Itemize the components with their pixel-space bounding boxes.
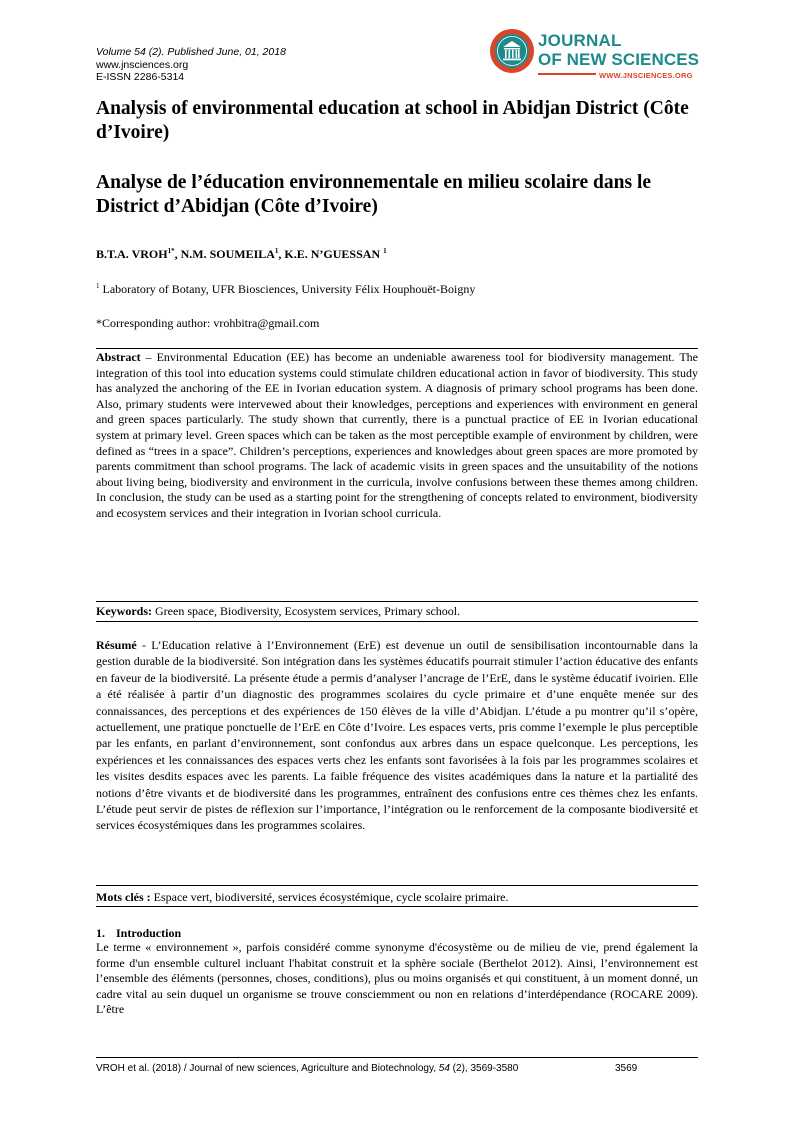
- abstract-label: Abstract: [96, 350, 141, 364]
- section-heading-introduction: [96, 926, 181, 941]
- section-number: 1.: [96, 926, 105, 940]
- logo-underline: [538, 73, 596, 75]
- affiliation-number: 1: [96, 282, 100, 290]
- affiliation-text: Laboratory of Botany, UFR Biosciences, University Félix Houphouët-Boigny: [99, 282, 476, 296]
- resume: [96, 637, 698, 834]
- logo-url: WWW.JNSCIENCES.ORG: [599, 71, 693, 80]
- abstract: [96, 350, 698, 522]
- keywords-bottom-rule: [96, 621, 698, 622]
- keywords-top-rule: [96, 601, 698, 602]
- resume-label: Résumé: [96, 638, 137, 652]
- author-3-affiliation: 1: [383, 247, 387, 255]
- mots-cles-label: Mots clés :: [96, 890, 151, 904]
- volume-info: Volume 54 (2). Published June, 01, 2018: [96, 46, 286, 58]
- mots-cles-bottom-rule: [96, 906, 698, 907]
- footer-volume: 54: [438, 1063, 450, 1074]
- logo-text-new-sciences: OF NEW SCIENCES: [538, 50, 700, 69]
- keywords: [96, 604, 698, 620]
- journal-website[interactable]: www.jnsciences.org: [96, 58, 189, 71]
- journal-seal-icon: [489, 28, 535, 74]
- author-1: B.T.A. VROH: [96, 247, 168, 261]
- footer-citation-start: VROH et al. (2018) / Journal of new sciences, Agriculture and Biotechnology,: [96, 1063, 439, 1074]
- author-2-affiliation: 1: [274, 247, 279, 255]
- introduction-text: Le terme « environnement », parfois considéré comme synonyme d'écosystème ou de milieu de vie, prend également la forme d'un ensemble culturel incluant l'habitat construit et la sphère sociale (Berthelot 2012). Ainsi, l’environnement est l’ensemble des éléments (personnes, choses, conditions), plus ou moins organisés et qui constituent, à un moment donné, un cadre vital au sein duquel un organisme se trouve consciemment ou non en relations d’interdépendance (ROCARE 2009). L’être: [96, 940, 698, 1017]
- mots-cles-text: Espace vert, biodiversité, services écosystémique, cycle scolaire primaire.: [150, 890, 509, 904]
- page-number: 3569: [615, 1063, 638, 1074]
- section-title: Introduction: [116, 926, 182, 940]
- keywords-label: Keywords:: [96, 604, 152, 618]
- corresponding-author: *Corresponding author: vrohbitra@gmail.com: [96, 316, 320, 330]
- author-2: , N.M. SOUMEILA: [174, 247, 275, 261]
- logo-text-journal: JOURNAL: [538, 31, 622, 50]
- resume-text: - L’Education relative à l’Environnement (ErE) est devenue un outil de sensibilisation incontournable dans la gestion durable de la biodiversité. Son intégration dans les systèmes éducatifs pourrait stimuler l’action éducative des enfants en faveur de la biodiversité. La présente étude a permis d’analyser l’ancrage de l’ErE, dans le système éducatif ivoirien. Elle a été réalisée à partir d’un diagnostic des programmes scolaires du cycle primaire et d’une enquête menée sur des connaissances, des perceptions et des expériences de 150 élèves de la ville d’Abidjan. L’étude a pu montrer qu’il s’opère, actuellement, une pratique ponctuelle de l’ErE en Côte d’Ivoire. Les espaces verts, pris comme l’exemple le plus perceptible par les enfants, en parlant d’environnement, sont confondus aux arbres dans un espace quelconque. Les perceptions, les expériences et les connaissances des espaces verts chez les enfants sont favorisées à la fois par les programmes scolaires et les visites desdits espaces avec les parents. La faible fréquence des visites académiques dans la nature et la partialité des notions d’être vivants et de biodiversité dans les programmes, entraînent des confusions entre ces thèmes chez les enfants. L’étude peut servir de pistes de réflexion sur l’importance, l’intégration ou le renforcement de la composante biodiversité et services écosystémiques dans les programmes scolaires.: [96, 638, 698, 833]
- journal-issn: E-ISSN 2286-5314: [96, 71, 185, 83]
- author-3: , K.E. N’GUESSAN: [278, 247, 384, 261]
- title-english: Analysis of environmental education at school in Abidjan District (Côte d’Ivoire): [96, 98, 689, 143]
- journal-logo: [489, 28, 701, 88]
- footer-citation-end: (2), 3569-3580: [449, 1063, 519, 1074]
- footer-rule: [96, 1057, 698, 1058]
- affiliation: [96, 282, 475, 297]
- page-footer: [96, 1063, 698, 1074]
- mots-cles: [96, 890, 698, 906]
- abstract-text: – Environmental Education (EE) has become an undeniable awareness tool for biodiversity management. The integration of this tool into education systems could stimulate children educational action in favor of biodiversity. This study has analyzed the anchoring of the EE in Ivorian education system. A diagnosis of primary school programs has been done. Also, primary students were intervewed about their knowledges, perceptions and experiences with environment en general and green spaces particularly. The study shown that currently, there is a punctual practice of EE in Ivorian educational system at primary level. Green spaces which can be taken as the most perceptible example of environment by children, were defined as “trees in a space”. Children’s perceptions, experiences and knowledges about green spaces are more promoted by parents commitment than school programs. The lack of academic visits in green spaces and the unsuitability of the notions about living being, biodiversity and environment in the curricula, involve confusions between these themes among children. In conclusion, the study can be used as a starting point for the strengthening of concepts related to environment, biodiversity and ecosystem services and their integration in Ivorian school curricula.: [96, 350, 698, 520]
- keywords-text: Green space, Biodiversity, Ecosystem services, Primary school.: [152, 604, 461, 618]
- author-list: [96, 247, 387, 262]
- journal-meta: [96, 46, 286, 84]
- abstract-top-rule: [96, 348, 698, 349]
- title-french: Analyse de l’éducation environnementale en milieu scolaire dans le District d’Abidjan (Côte d’Ivoire): [96, 172, 652, 217]
- mots-cles-top-rule: [96, 885, 698, 886]
- author-1-affiliation: 1*: [167, 247, 175, 255]
